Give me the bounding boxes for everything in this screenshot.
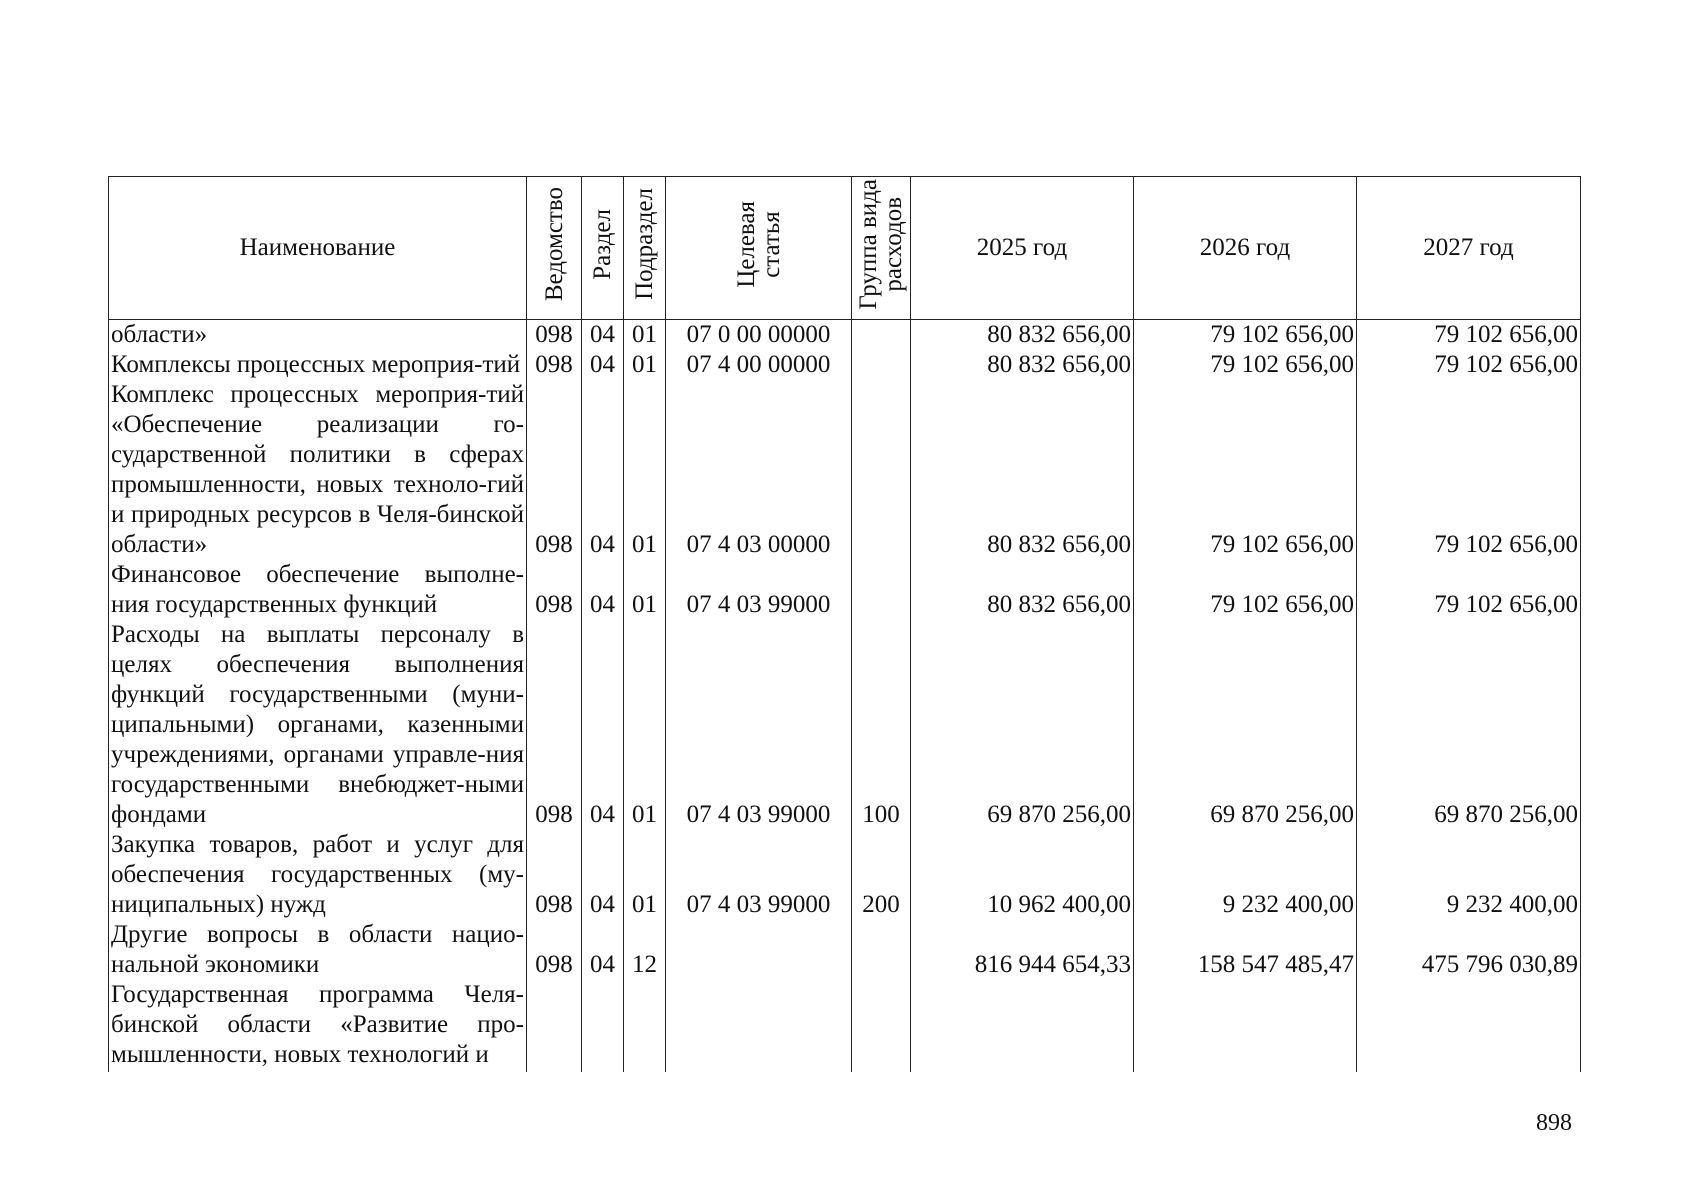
row-name: Закупка товаров, работ и услуг для обеспечения государственных (му-ниципальных) нужд	[109, 830, 527, 920]
row-2027: 79 102 656,00	[1357, 320, 1581, 351]
row-2025: 816 944 654,33	[911, 920, 1134, 980]
table-row	[109, 620, 1581, 830]
row-podrazdel: 01	[624, 320, 666, 351]
row-razdel: 04	[582, 830, 624, 920]
row-2025: 80 832 656,00	[911, 320, 1134, 351]
row-2025: 80 832 656,00	[911, 350, 1134, 380]
row-podrazdel: 01	[624, 560, 666, 620]
table-row	[109, 830, 1581, 920]
row-vedomstvo	[527, 980, 582, 1072]
row-podrazdel: 01	[624, 350, 666, 380]
table-row	[109, 920, 1581, 980]
header-target-article: Целевая статья	[666, 177, 852, 320]
row-2025: 80 832 656,00	[911, 560, 1134, 620]
row-podrazdel	[624, 980, 666, 1072]
row-2025: 80 832 656,00	[911, 380, 1134, 560]
table-row	[109, 320, 1581, 351]
row-expense-group	[852, 920, 911, 980]
row-name: области»	[109, 320, 527, 351]
row-expense-group	[852, 560, 911, 620]
row-2026: 79 102 656,00	[1134, 380, 1357, 560]
row-razdel	[582, 980, 624, 1072]
row-name: Комплексы процессных мероприя-тий	[109, 350, 527, 380]
table-row	[109, 350, 1581, 380]
row-expense-group	[852, 380, 911, 560]
row-razdel: 04	[582, 320, 624, 351]
row-2026	[1134, 980, 1357, 1072]
row-name: Другие вопросы в области нацио-нальной экономики	[109, 920, 527, 980]
row-expense-group	[852, 320, 911, 351]
row-vedomstvo: 098	[527, 350, 582, 380]
row-vedomstvo: 098	[527, 320, 582, 351]
row-expense-group	[852, 350, 911, 380]
row-razdel: 04	[582, 350, 624, 380]
row-target-article: 07 0 00 00000	[666, 320, 852, 351]
row-target-article: 07 4 03 99000	[666, 620, 852, 830]
row-2026: 9 232 400,00	[1134, 830, 1357, 920]
row-vedomstvo: 098	[527, 620, 582, 830]
row-2025	[911, 980, 1134, 1072]
row-podrazdel: 01	[624, 380, 666, 560]
table-row	[109, 380, 1581, 560]
row-name: Комплекс процессных мероприя-тий «Обеспечение реализации го-сударственной политики в сферах промышленности, новых техноло-гий и природных ресурсов в Челя-бинской области»	[109, 380, 527, 560]
row-razdel: 04	[582, 560, 624, 620]
row-razdel: 04	[582, 920, 624, 980]
header-row	[109, 177, 1581, 320]
header-2026: 2026 год	[1134, 177, 1357, 320]
row-podrazdel: 01	[624, 830, 666, 920]
row-podrazdel: 01	[624, 620, 666, 830]
page-number: 898	[1536, 1110, 1572, 1136]
budget-table	[108, 176, 1581, 1072]
row-razdel: 04	[582, 380, 624, 560]
row-name: Финансовое обеспечение выполне-ния государственных функций	[109, 560, 527, 620]
row-2025: 10 962 400,00	[911, 830, 1134, 920]
row-2027: 79 102 656,00	[1357, 380, 1581, 560]
row-expense-group: 200	[852, 830, 911, 920]
row-2026: 158 547 485,47	[1134, 920, 1357, 980]
header-2027: 2027 год	[1357, 177, 1581, 320]
row-2026: 79 102 656,00	[1134, 560, 1357, 620]
row-expense-group: 100	[852, 620, 911, 830]
header-name: Наименование	[109, 177, 527, 320]
table-row	[109, 980, 1581, 1072]
header-2025: 2025 год	[911, 177, 1134, 320]
row-expense-group	[852, 980, 911, 1072]
row-vedomstvo: 098	[527, 560, 582, 620]
row-target-article: 07 4 03 99000	[666, 560, 852, 620]
table-row	[109, 560, 1581, 620]
row-2027: 9 232 400,00	[1357, 830, 1581, 920]
row-2027: 69 870 256,00	[1357, 620, 1581, 830]
row-vedomstvo: 098	[527, 830, 582, 920]
row-target-article: 07 4 03 99000	[666, 830, 852, 920]
header-razdel: Раздел	[582, 177, 624, 320]
row-target-article	[666, 920, 852, 980]
row-vedomstvo: 098	[527, 380, 582, 560]
row-2027: 79 102 656,00	[1357, 350, 1581, 380]
row-target-article	[666, 980, 852, 1072]
row-vedomstvo: 098	[527, 920, 582, 980]
row-target-article: 07 4 03 00000	[666, 380, 852, 560]
row-2026: 79 102 656,00	[1134, 350, 1357, 380]
row-podrazdel: 12	[624, 920, 666, 980]
row-name: Расходы на выплаты персоналу в целях обеспечения выполнения функций государственными (муни-ципальными) органами, казенными учреждениями, органами управле-ния государственными внебюджет-ными фондами	[109, 620, 527, 830]
header-podrazdel: Подраздел	[624, 177, 666, 320]
row-2025: 69 870 256,00	[911, 620, 1134, 830]
row-name: Государственная программа Челя-бинской области «Развитие про-мышленности, новых технологий и	[109, 980, 527, 1072]
row-2027	[1357, 980, 1581, 1072]
header-vedomstvo: Ведомство	[527, 177, 582, 320]
row-target-article: 07 4 00 00000	[666, 350, 852, 380]
row-2027: 79 102 656,00	[1357, 560, 1581, 620]
row-2026: 69 870 256,00	[1134, 620, 1357, 830]
header-expense-group: Группа вида расходов	[852, 177, 911, 320]
row-2027: 475 796 030,89	[1357, 920, 1581, 980]
row-razdel: 04	[582, 620, 624, 830]
row-2026: 79 102 656,00	[1134, 320, 1357, 351]
